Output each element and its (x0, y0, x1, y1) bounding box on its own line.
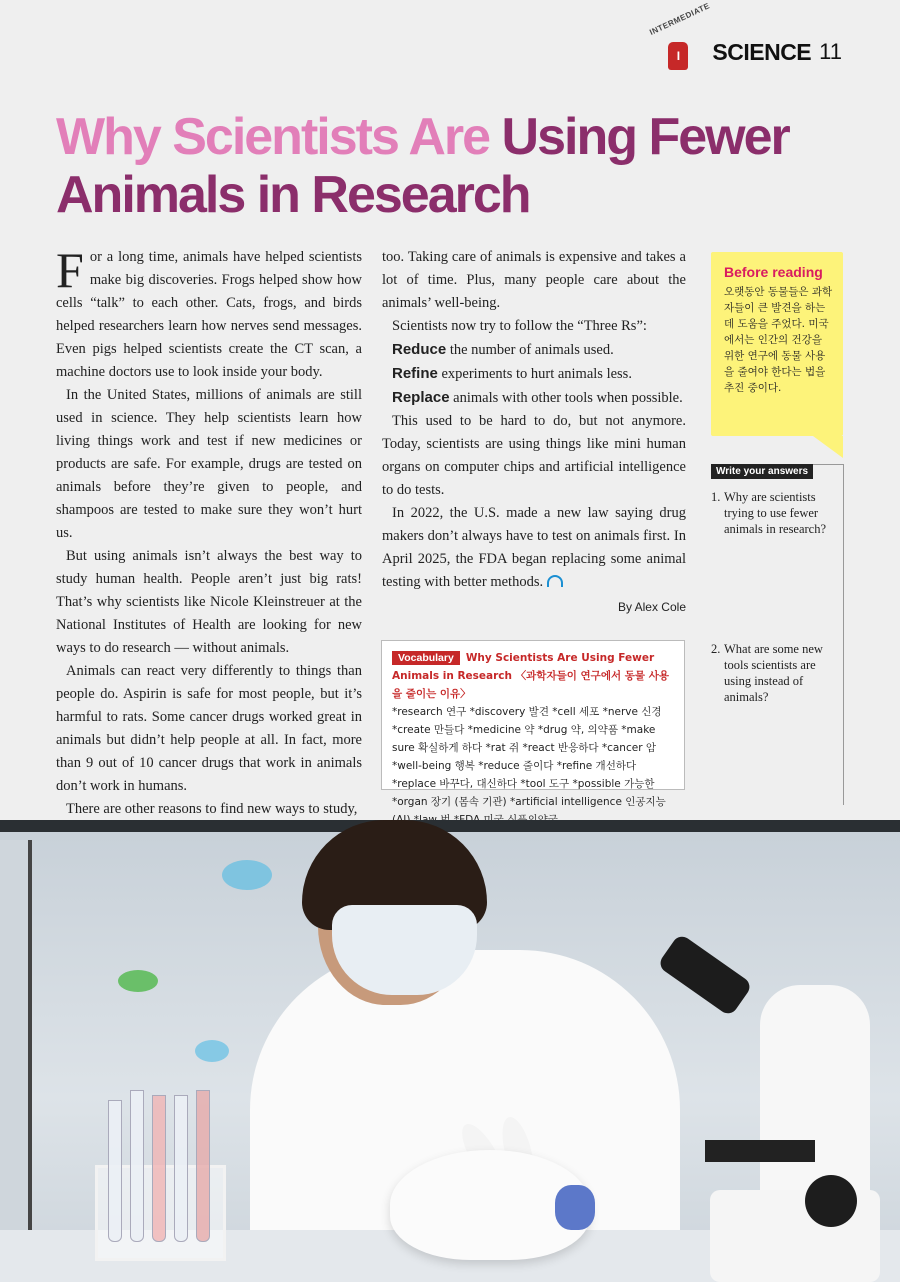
before-reading-heading: Before reading (724, 264, 823, 280)
green-flask (118, 970, 158, 992)
title-part-purple: Using Fewer (501, 108, 789, 166)
paragraph-4: Animals can react very differently to things than people do. Aspirin is safe for most people, but it’s harmful to rats. Some cancer drugs worked great in animals but didn’t help people at all. In fact, more than 9 out of 10 cancer drugs that work in animals don’t work in humans. (56, 663, 362, 794)
article-column-1 (56, 242, 362, 821)
three-rs-reduce (382, 338, 686, 362)
level-badge-text: INTERMEDIATE (648, 1, 712, 37)
hand-icon: I (668, 42, 688, 70)
three-rs-replace (382, 386, 686, 410)
question-1 (711, 489, 835, 537)
article-title (56, 108, 856, 224)
refine-word: Refine (392, 365, 438, 382)
paragraph-8: This used to be hard to do, but not anymore. Today, scientists are using things like mini human organs on computer chips and artificial intelligence to do tests. (382, 413, 686, 498)
write-answers-tag: Write your answers (711, 464, 813, 479)
replace-word: Replace (392, 389, 450, 406)
speech-bubble-tail (813, 436, 843, 458)
page-number: 11 (819, 39, 842, 64)
vocabulary-title: Why Scientists Are Using Fewer Animals in Research 〈과학자들이 연구에서 동물 사용을 줄이는 이유〉 (392, 652, 669, 700)
paragraph-9 (382, 502, 686, 594)
paragraph-1 (56, 242, 362, 384)
three-rs-refine (382, 362, 686, 386)
intermediate-badge (648, 1, 712, 74)
article-column-2 (382, 246, 686, 614)
paragraph-2: In the United States, millions of animals are still used in science. They help scientists learn how living things work and test if new medicines or products are safe. For example, drugs are tested on animals before they’re given to people, and shampoos are tested to make sure they won’t hurt us. (56, 387, 362, 541)
paragraph-3: But using animals isn’t always the best way to study human health. People aren’t just big rats! That’s why scientists like Nicole Kleinstreuer at the National Institutes of Health are looking for new ways to do research — without animals. (56, 548, 362, 656)
title-part-purple-2: Animals in Research (56, 166, 530, 224)
small-blue-flask (195, 1040, 229, 1062)
question-2 (711, 641, 835, 705)
replace-text: animals with other tools when possible. (449, 390, 683, 406)
paragraph-7: Scientists now try to follow the “Three Rs”: (392, 318, 647, 334)
reduce-word: Reduce (392, 341, 447, 358)
test-tube (152, 1095, 166, 1242)
paragraph-5: There are other reasons to find new ways to study, (66, 801, 358, 817)
paragraph-6: too. Taking care of animals is expensive and takes a lot of time. Plus, many people care about the animals’ well-being. (382, 249, 686, 311)
blue-glove (555, 1185, 595, 1230)
question-2-text: What are some new tools scientists are using instead of animals? (724, 642, 823, 704)
microscope-stage (705, 1140, 815, 1162)
refine-text: experiments to hurt animals less. (437, 366, 632, 382)
test-tube (196, 1090, 210, 1242)
test-tube (130, 1090, 144, 1242)
drop-cap: F (56, 242, 84, 298)
write-answers-box (711, 464, 844, 805)
vocabulary-tag: Vocabulary (392, 651, 460, 665)
page-header (648, 1, 842, 74)
microscope-eyepiece (657, 933, 754, 1017)
test-tube (108, 1100, 122, 1242)
headphone-icon[interactable] (547, 575, 563, 587)
before-reading-text: 오랫동안 동물들은 과학자들이 큰 발견을 하는 데 도움을 주었다. 미국에서는 인간의 건강을 위한 연구에 동물 사용을 줄여야 한다는 법을 추진 중이다. (724, 286, 833, 394)
byline: By Alex Cole (617, 600, 686, 614)
title-part-pink: Why Scientists Are (56, 108, 490, 166)
question-1-text: Why are scientists trying to use fewer animals in research? (724, 490, 827, 536)
reduce-text: the number of animals used. (446, 342, 614, 358)
question-1-number: 1. (711, 490, 721, 504)
paragraph-1-text: or a long time, animals have helped scientists make big discoveries. Frogs helped show how cells “talk” to each other. Cats, frogs, and birds helped researchers learn how nerves send messages. Even pigs helped scientists create the CT scan, a machine doctors use to look inside your body. (56, 249, 362, 380)
microscope-knob (805, 1175, 857, 1227)
section-label: SCIENCE (712, 38, 812, 65)
vocabulary-box (381, 640, 685, 808)
test-tube (174, 1095, 188, 1242)
window-frame (0, 840, 32, 1260)
before-reading-box (711, 252, 843, 436)
paragraph-9-text: In 2022, the U.S. made a new law saying drug makers don’t always have to test on animals first. In April 2025, the FDA began replacing some animal testing with better methods. (382, 505, 686, 590)
shelf (0, 820, 900, 832)
vocabulary-words: *research 연구 *discovery 발견 *cell 세포 *nerve 신경 *create 만들다 *medicine 약 *drug 약, 의약품 *make sure 확실하게 하다 *rat 쥐 *react 반응하다 *cancer 암 *well-being 행복 *reduce 줄이다 *refine 개선하다 *replace 바꾸다, 대신하다 *tool 도구 *possible 가능한 *organ 장기 (몸속 기관) *artificial intelligence 인공지능 (392, 706, 666, 808)
lab-photo (0, 820, 900, 1282)
question-2-number: 2. (711, 642, 721, 656)
blue-flask (222, 860, 272, 890)
